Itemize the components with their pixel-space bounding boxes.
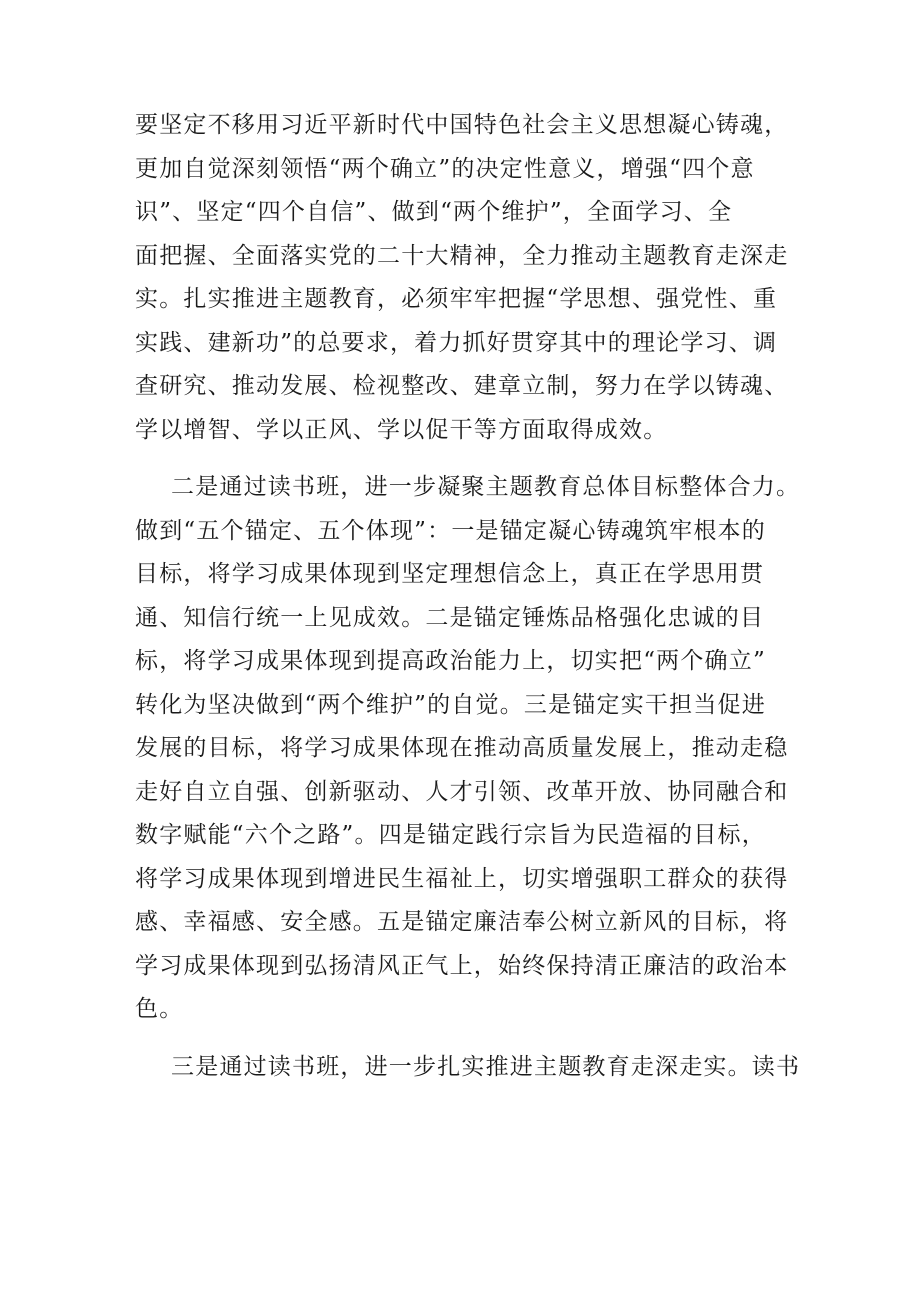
paragraph-line: 学以增智、学以正风、学以促干等方面取得成效。	[135, 416, 668, 443]
paragraph-spacer	[135, 452, 785, 466]
paragraph-line: 实。扎实推进主题教育，必须牢牢把握“学思想、强党性、重	[135, 286, 778, 312]
paragraph-line: 三是通过读书班，进一步扎实推进主题教育走深走实。读书	[171, 1053, 801, 1080]
paragraph-line: 色。	[135, 996, 184, 1022]
paragraph-line: 走好自立自强、创新驱动、人才引领、改革开放、协同融合和	[135, 778, 789, 805]
paragraph-line: 将学习成果体现到增进民生福祉上，切实增强职工群众的获得	[135, 865, 789, 892]
paragraph-line: 要坚定不移用习近平新时代中国特色社会主义思想凝心铸魂，	[135, 112, 789, 138]
paragraph-3	[135, 1046, 801, 1090]
paragraph-line: 更加自觉深刻领悟“两个确立”的决定性意义，增强“四个意	[135, 155, 755, 182]
paragraph-line: 转化为坚决做到“两个维护”的自觉。三是锚定实干担当促进	[135, 691, 766, 718]
paragraph-spacer	[135, 1032, 785, 1046]
paragraph-line: 二是通过读书班，进一步凝聚主题教育总体目标整体合力。	[171, 474, 801, 500]
paragraph-line: 通、知信行统一上见成效。二是锚定锤炼品格强化忠诚的目	[135, 604, 765, 631]
paragraph-line: 感、幸福感、安全感。五是锚定廉洁奉公树立新风的目标，将	[135, 909, 789, 935]
paragraph-line: 发展的目标，将学习成果体现在推动高质量发展上，推动走稳	[135, 735, 789, 761]
paragraph-line: 做到“五个锚定、五个体现”：一是锚定凝心铸魂筑牢根本的	[135, 517, 766, 544]
paragraph-line: 面把握、全面落实党的二十大精神，全力推动主题教育走深走	[135, 242, 789, 269]
paragraph-line: 学习成果体现到弘扬清风正气上，始终保持清正廉洁的政治本	[135, 952, 789, 979]
paragraph-line: 实践、建新功”的总要求，着力抓好贯穿其中的理论学习、调	[135, 329, 778, 356]
paragraph-1	[135, 104, 789, 452]
paragraph-line: 标，将学习成果体现到提高政治能力上，切实把“两个确立”	[135, 648, 766, 674]
paragraph-2	[135, 466, 801, 1032]
body-text	[135, 104, 801, 1089]
paragraph-line: 查研究、推动发展、检视整改、建章立制，努力在学以铸魂、	[135, 373, 789, 399]
paragraph-line: 目标，将学习成果体现到坚定理想信念上，真正在学思用贯	[135, 561, 765, 587]
paragraph-line: 识”、坚定“四个自信”、做到“两个维护”，全面学习、全	[135, 199, 733, 225]
paragraph-line: 数字赋能“六个之路”。四是锚定践行宗旨为民造福的目标，	[135, 822, 766, 848]
